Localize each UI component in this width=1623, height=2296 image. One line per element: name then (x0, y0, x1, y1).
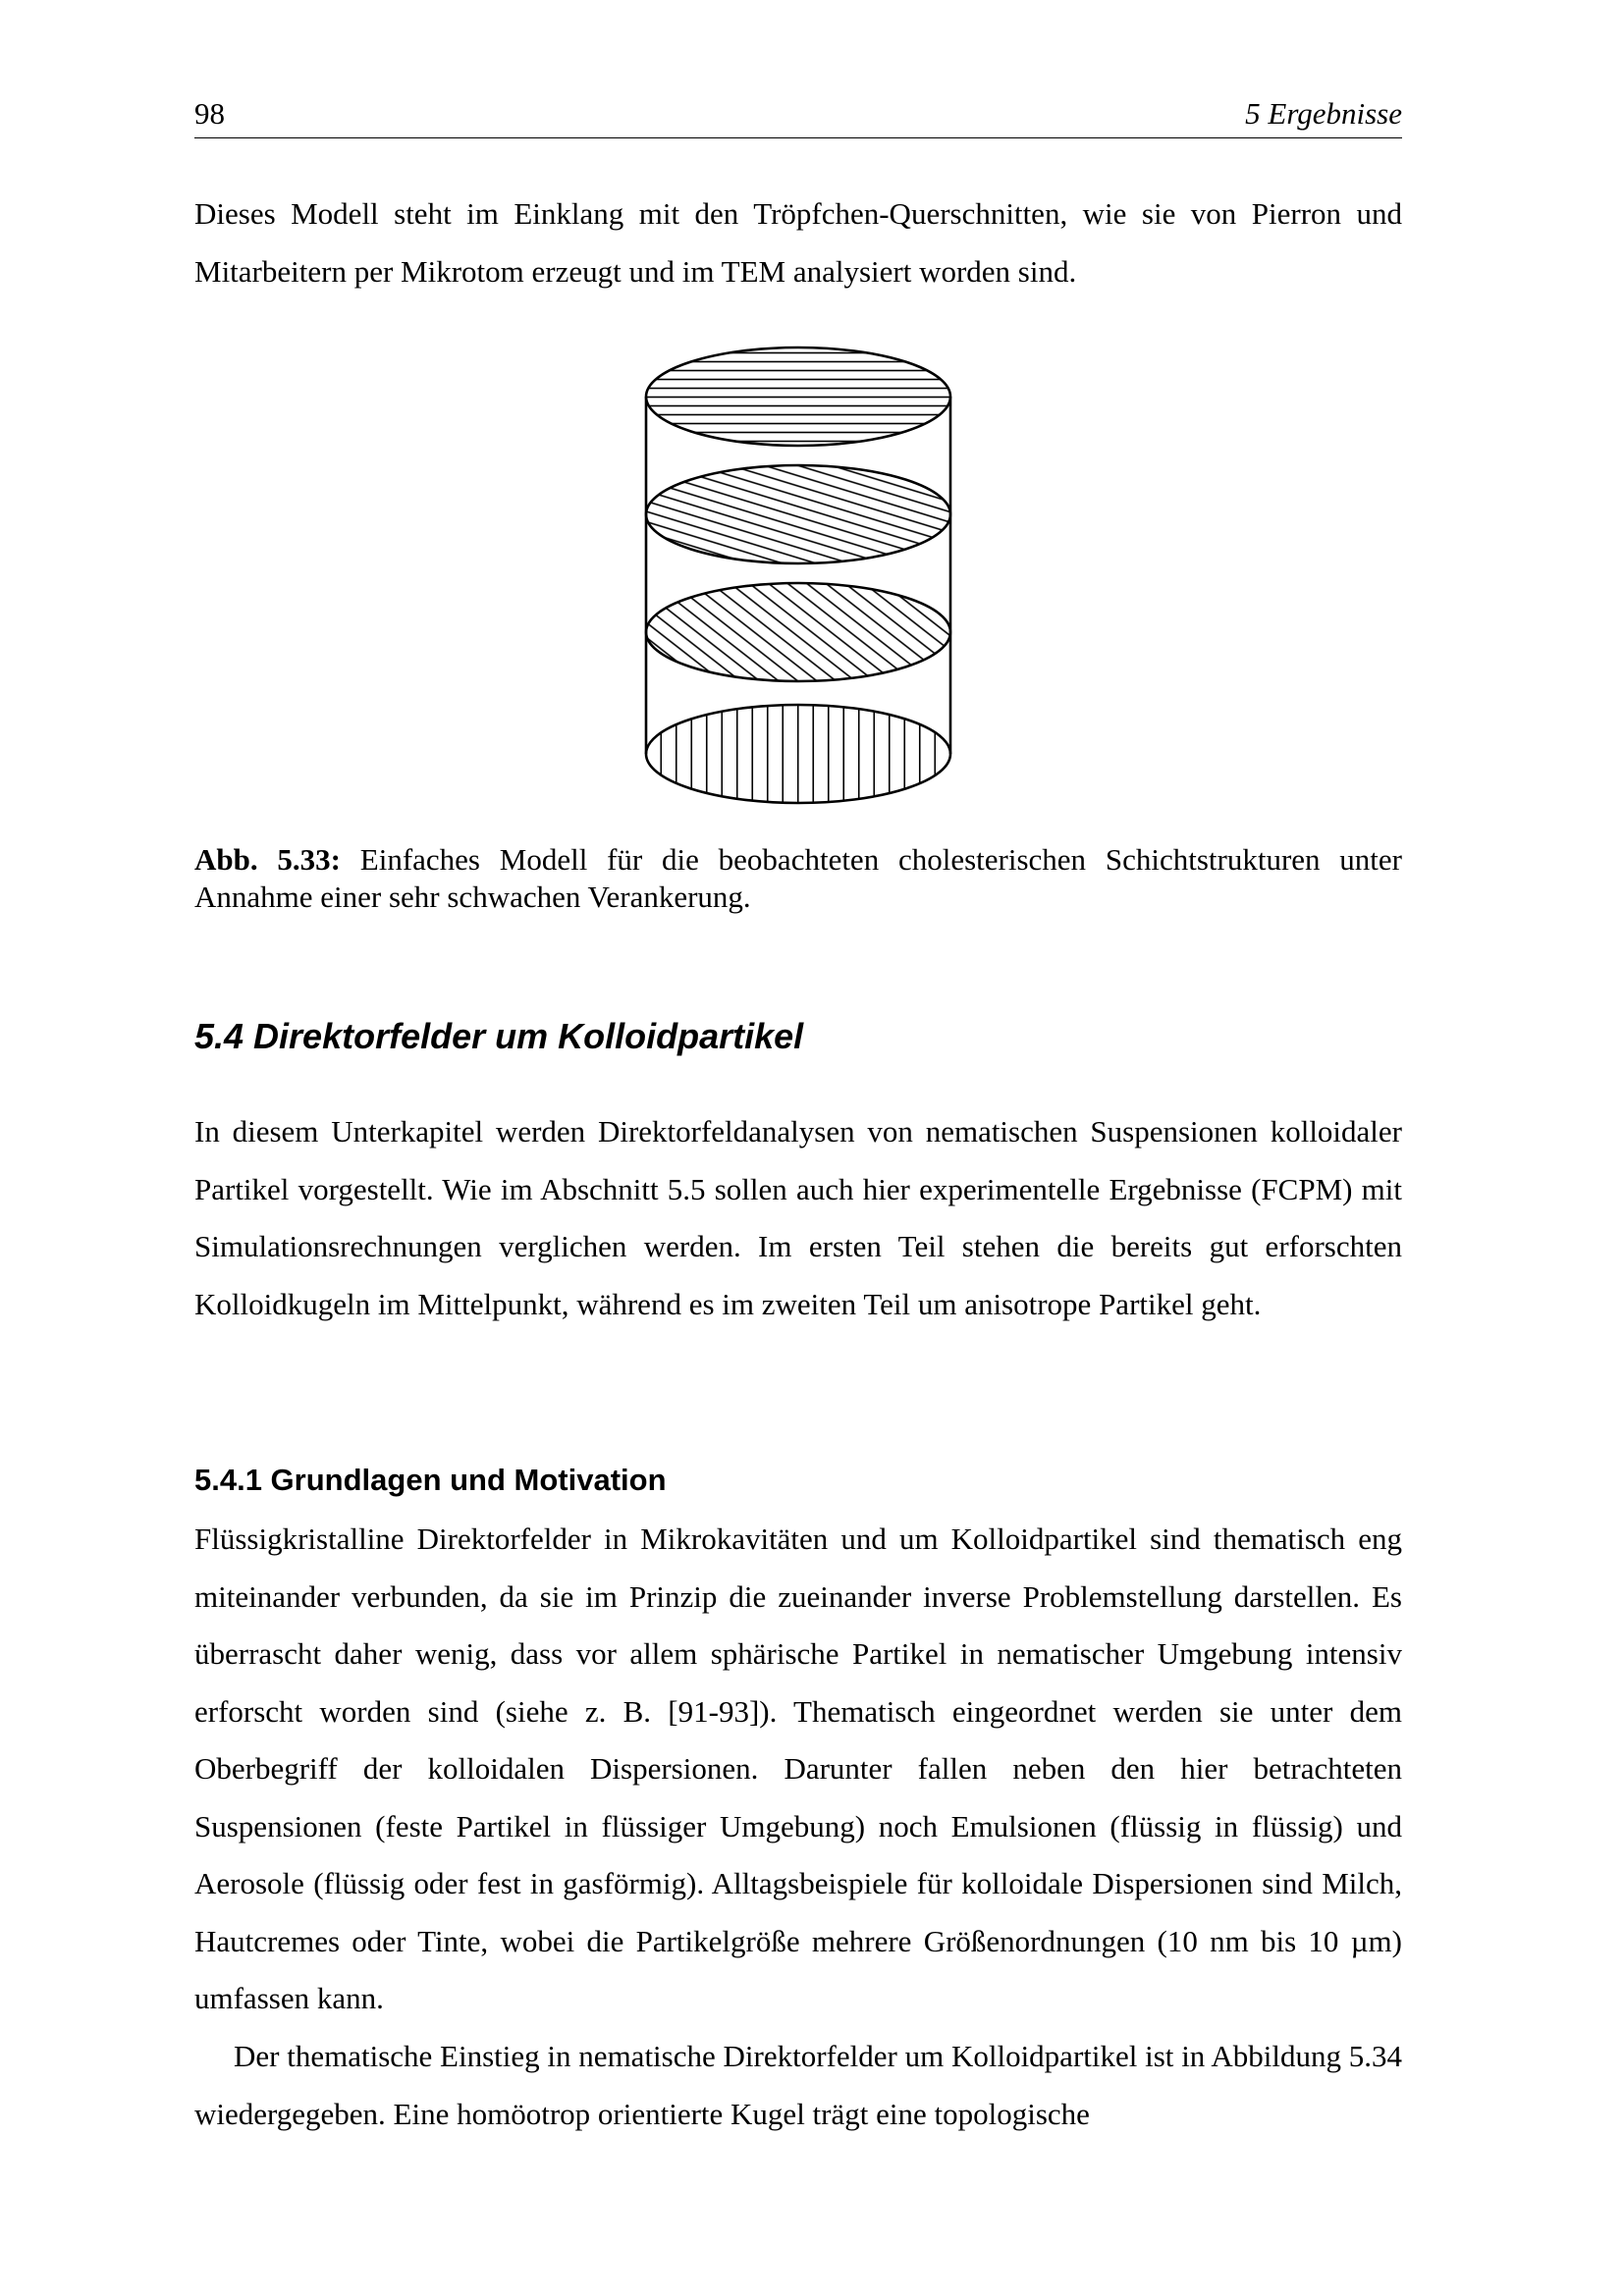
layer-1-horizontal-hatch (646, 347, 950, 446)
page-number: 98 (194, 96, 225, 131)
layer-4-vertical-hatch (646, 705, 950, 803)
layer-3-steep-diagonal-hatch (646, 583, 950, 681)
intro-paragraph: Dieses Modell steht im Einklang mit den Tröpfchen-Querschnitten, wie sie von Pierron und Mitarbeitern per Mikrotom erzeugt und im TEM analysiert worden sind. (194, 196, 1402, 289)
layer-2-shallow-diagonal-hatch (646, 465, 950, 563)
figure-label: Abb. 5.33: (194, 842, 341, 877)
chapter-title: 5 Ergebnisse (1245, 96, 1402, 131)
subsection-heading: 5.4.1 Grundlagen und Motivation (194, 1463, 667, 1497)
section-paragraph: In diesem Unterkapitel werden Direktorfeldanalysen von nematischen Suspensionen kolloidaler Partikel vorgestellt. Wie im Abschnitt 5.5 sollen auch hier experimentelle Ergebnisse (FCPM) mit Simulationsrechnungen verglichen werden. Im ersten Teil stehen die bereits gut erforschten Kolloidkugeln im Mittelpunkt, während es im zweiten Teil um anisotrope Partikel geht. (194, 1114, 1402, 1321)
figure-caption (194, 841, 1402, 916)
figure-caption-text: Einfaches Modell für die beobachteten cholesterischen Schichtstrukturen unter Annahme einer sehr schwachen Verankerung. (194, 842, 1402, 914)
cholesteric-layer-model-figure (638, 340, 962, 811)
section-heading: 5.4 Direktorfelder um Kolloidpartikel (194, 1016, 804, 1056)
running-header (194, 94, 1402, 138)
subsection-paragraph-1: Flüssigkristalline Direktorfelder in Mikrokavitäten und um Kolloidpartikel sind thematisch eng miteinander verbunden, da sie im Prinzip die zueinander inverse Problemstellung darstellen. Es überrascht daher wenig, dass vor allem sphärische Partikel in nematischer Umgebung intensiv erforscht worden sind (siehe z. B. [91-93]). Thematisch eingeordnet werden sie unter dem Oberbegriff der kolloidalen Dispersionen. Darunter fallen neben den hier betrachteten Suspensionen (feste Partikel in flüssiger Umgebung) noch Emulsionen (flüssig in flüssig) und Aerosole (flüssig oder fest in gasförmig). Alltagsbeispiele für kolloidale Dispersionen sind Milch, Hautcremes oder Tinte, wobei die Partikelgröße mehrere Größenordnungen (10 nm bis 10 µm) umfassen kann. (194, 1522, 1402, 2015)
subsection-paragraph-2: Der thematische Einstieg in nematische Direktorfelder um Kolloidpartikel ist in Abbildung 5.34 wiedergegeben. Eine homöotrop orientierte Kugel trägt eine topologische (194, 2039, 1402, 2131)
